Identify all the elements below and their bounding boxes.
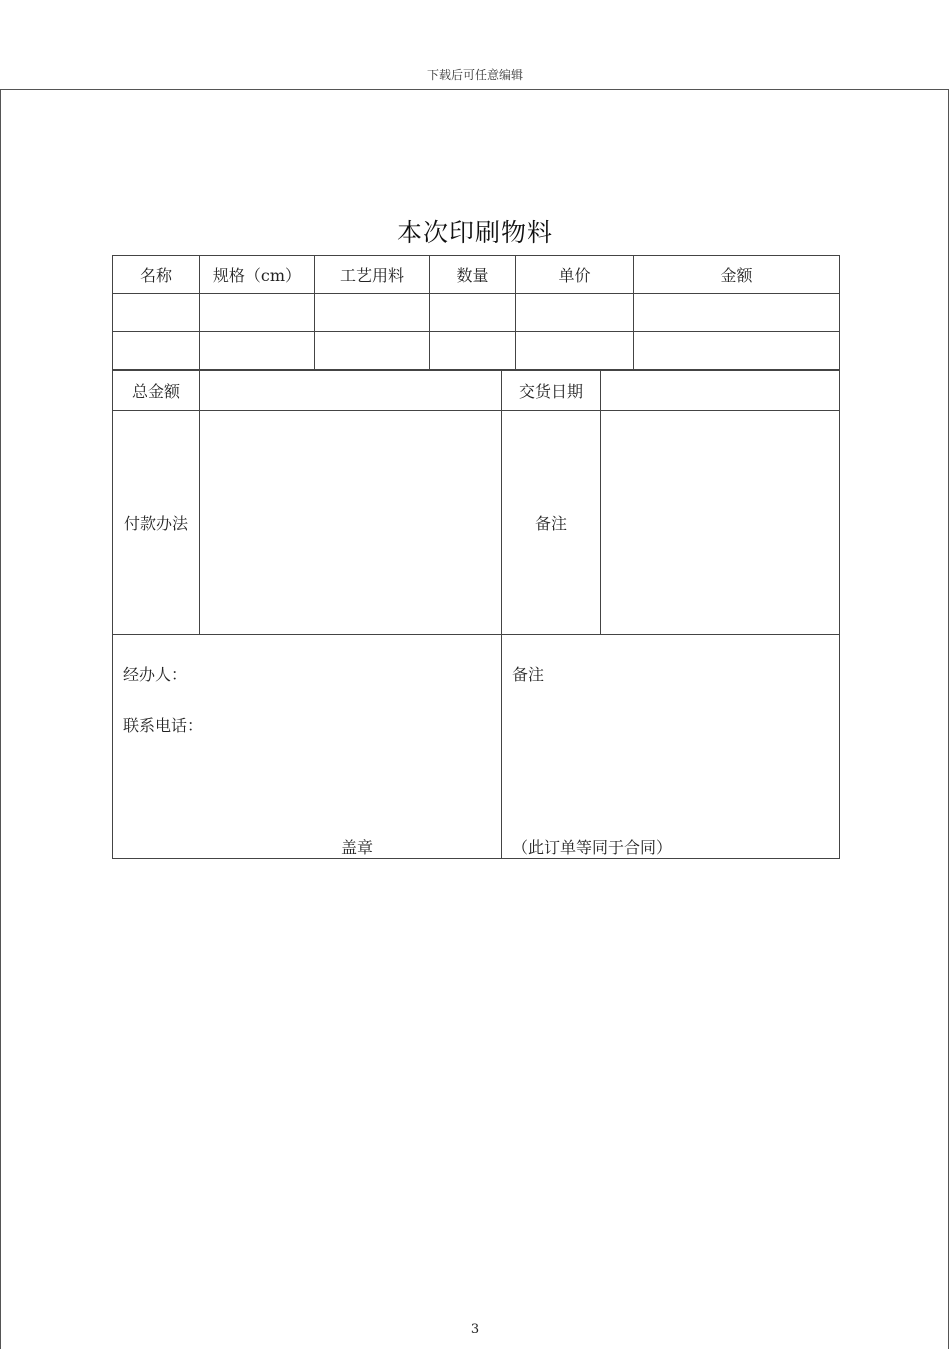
table-cell[interactable] [315,332,430,370]
summary-table [112,370,840,859]
remark-cell[interactable] [502,635,840,859]
column-header-spec: 规格（cm） [200,256,315,294]
payment-method-field[interactable] [200,411,502,635]
table-cell[interactable] [430,294,516,332]
header-note: 下载后可任意编辑 [426,68,523,82]
items-table [112,255,840,370]
table-cell[interactable] [113,332,200,370]
phone-label: 联系电话： [123,716,204,735]
table-cell[interactable] [634,294,840,332]
table-cell[interactable] [113,294,200,332]
handler-label: 经办人： [123,665,188,684]
table-cell[interactable] [430,332,516,370]
table-cell[interactable] [516,294,634,332]
payment-method-label: 付款办法 [113,411,200,635]
column-header-name: 名称 [113,256,200,294]
remark-label-2: 备注 [512,665,545,684]
table-header-row [113,256,840,294]
table-row [113,332,840,370]
table-cell[interactable] [516,332,634,370]
contact-cell[interactable] [113,635,502,859]
contract-note: （此订单等同于合同） [512,838,673,857]
column-header-amount: 金额 [634,256,840,294]
total-amount-label: 总金额 [113,371,200,411]
total-amount-field[interactable] [200,371,502,411]
delivery-date-label: 交货日期 [502,371,601,411]
total-row [113,371,840,411]
remark-field[interactable] [601,411,840,635]
payment-row [113,411,840,635]
table-cell[interactable] [315,294,430,332]
column-header-unit-price: 单价 [516,256,634,294]
table-row [113,294,840,332]
page-title: 本次印刷物料 [396,218,553,247]
page-number: 3 [470,1322,480,1337]
seal-label: 盖章 [341,838,374,857]
table-cell[interactable] [200,294,315,332]
table-cell[interactable] [634,332,840,370]
contact-row [113,635,840,859]
column-header-quantity: 数量 [430,256,516,294]
table-cell[interactable] [200,332,315,370]
column-header-material: 工艺用料 [315,256,430,294]
delivery-date-field[interactable] [601,371,840,411]
remark-label: 备注 [502,411,601,635]
